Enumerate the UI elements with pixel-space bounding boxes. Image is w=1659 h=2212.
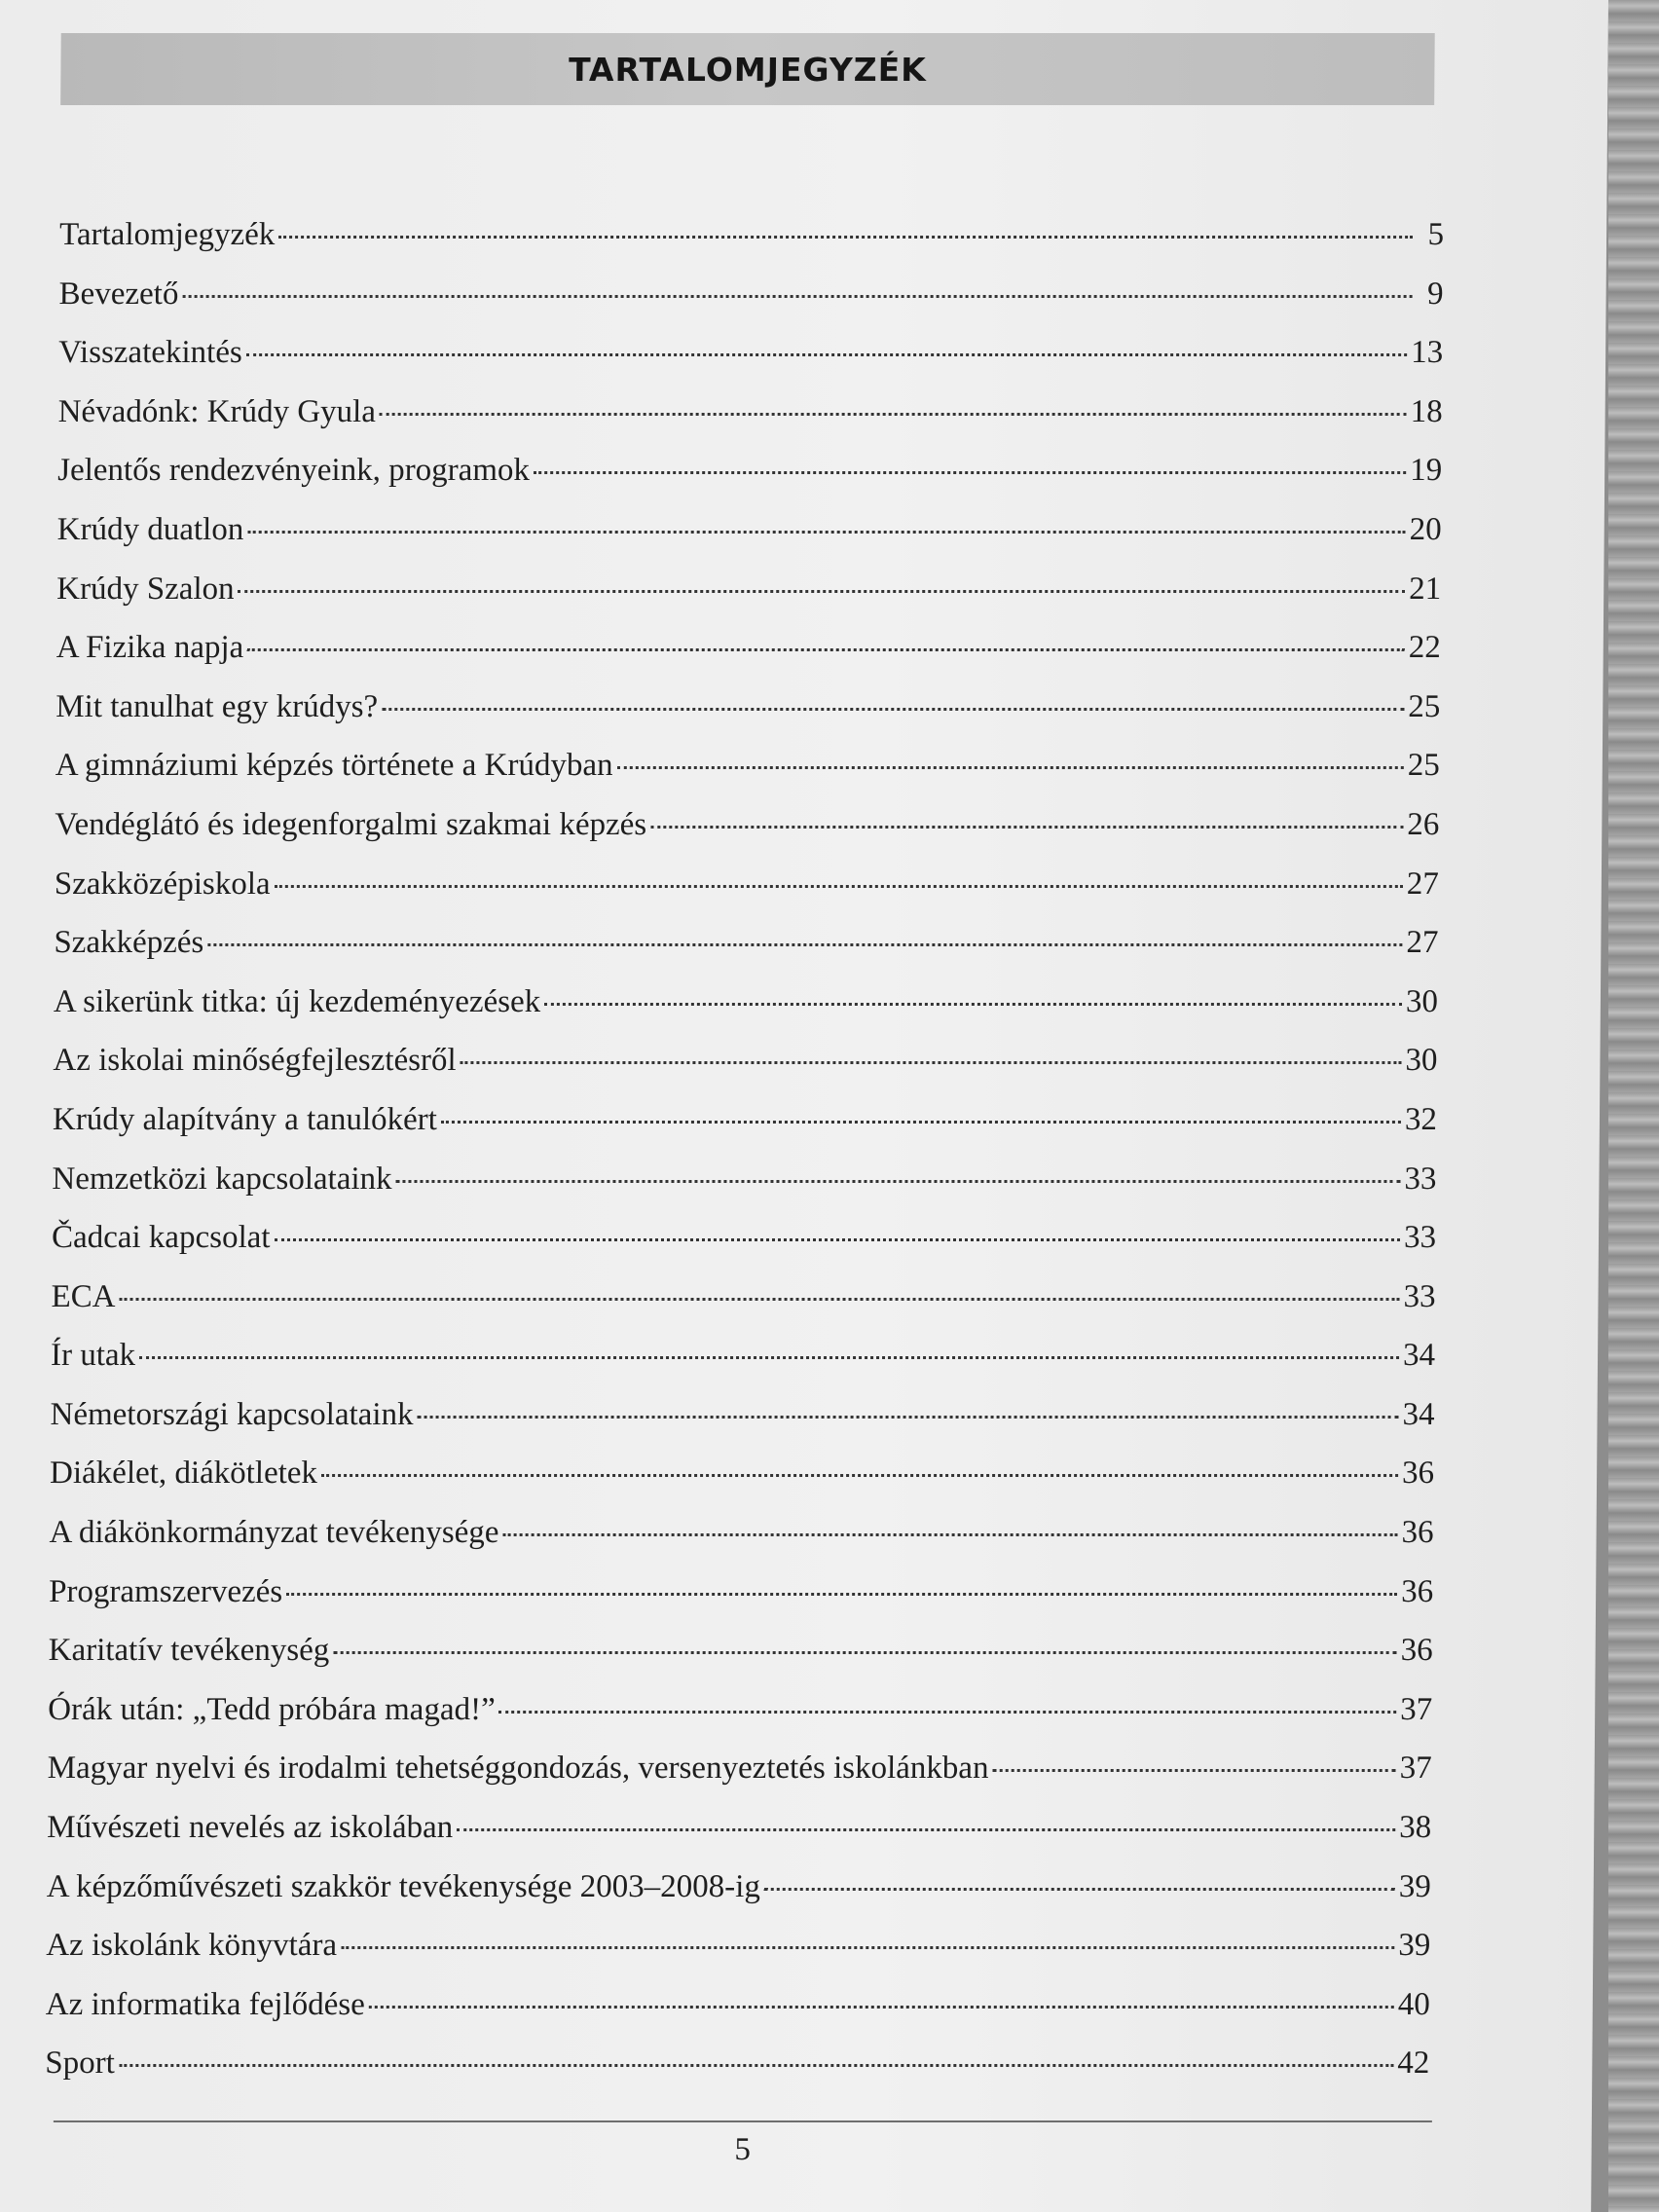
toc-dot-leader [499,1711,1397,1714]
toc-entry [56,560,1441,619]
toc-entry-title: Krúdy alapítvány a tanulókért [52,1101,438,1137]
toc-entry-page: 39 [1398,1868,1431,1904]
toc-entry [53,1090,1437,1150]
page-title: TARTALOMJEGYZÉK [568,50,927,89]
toc-entry [55,795,1439,855]
toc-entry-title: Čadcai kapcsolat [51,1220,271,1256]
toc-entry [57,383,1442,442]
toc-entry [59,205,1444,265]
toc-entry [47,1798,1431,1858]
toc-entry-title: Ír utak [50,1338,136,1374]
toc-entry-title: ECA [51,1278,116,1314]
toc-dot-leader [333,1651,1396,1654]
toc-entry-title: Az informatika fejlődése [45,1986,366,2022]
toc-dot-leader [119,2064,1394,2067]
toc-entry [58,265,1443,324]
toc-dot-leader [275,885,1403,888]
toc-entry-title: Karitatív tevékenység [48,1633,330,1669]
toc-entry-title: Szakközépiskola [54,866,271,902]
toc-entry-page: 25 [1407,748,1440,784]
toc-entry-page: 36 [1400,1633,1433,1669]
toc-entry-title: Az iskolánk könyvtára [46,1928,338,1964]
toc-entry-title: Magyar nyelvi és irodalmi tehetséggondozás, versenyeztetés iskolánkban [47,1751,989,1787]
toc-dot-leader [286,1593,1397,1596]
toc-entry [58,323,1443,383]
toc-entry-page: 36 [1401,1456,1435,1492]
page-number: 5 [734,2132,752,2167]
toc-entry-title: A gimnáziumi képzés története a Krúdyban [55,748,613,784]
toc-entry-page: 36 [1401,1573,1434,1609]
toc-entry-page: 30 [1405,983,1439,1019]
toc-entry [54,913,1438,973]
toc-entry-page: 33 [1404,1161,1437,1197]
toc-entry [49,1503,1433,1563]
toc-dot-leader [441,1121,1401,1124]
toc-entry-page: 20 [1409,511,1442,547]
toc-dot-leader [396,1180,1401,1183]
toc-entry [51,1326,1435,1385]
toc-entry-page: 38 [1399,1810,1432,1846]
toc-dot-leader [544,1003,1402,1006]
toc-entry [57,441,1442,500]
header-bar [60,33,1435,105]
toc-entry-page: 26 [1407,806,1440,842]
toc-entry [55,855,1439,914]
toc-entry-page: 33 [1403,1220,1437,1256]
toc-dot-leader [380,413,1407,416]
toc-entry [45,2034,1429,2093]
toc-entry-title: Bevezető [58,276,179,312]
toc-entry-page: 25 [1408,688,1441,724]
toc-entry [48,1621,1432,1680]
toc-entry-page: 40 [1397,1986,1430,2022]
toc-dot-leader [139,1356,1399,1359]
toc-entry-page: 22 [1408,630,1441,666]
toc-entry [53,1031,1437,1090]
toc-dot-leader [278,236,1413,239]
toc-entry [55,678,1440,737]
toc-entry [47,1739,1431,1798]
toc-entry [55,736,1440,795]
toc-dot-leader [502,1533,1397,1536]
toc-entry [48,1680,1432,1740]
toc-dot-leader [207,943,1402,946]
toc-entry-title: Az iskolai minőségfejlesztésről [53,1043,457,1079]
toc-dot-leader [341,1946,1394,1949]
toc-dot-leader [369,2006,1394,2009]
toc-entry-page: 27 [1406,925,1439,961]
toc-dot-leader [764,1888,1395,1891]
toc-dot-leader [534,471,1406,474]
toc-entry-page: 32 [1404,1101,1438,1137]
toc-entry-title: Diákélet, diákötletek [49,1456,318,1492]
toc-entry-page: 30 [1405,1043,1438,1079]
toc-entry-page: 13 [1411,335,1444,371]
toc-entry-page: 42 [1397,2046,1430,2082]
toc-entry-title: Krúdy duatlon [56,511,244,547]
toc-dot-leader [120,1298,1400,1301]
toc-entry-title: Nemzetközi kapcsolataink [52,1161,392,1197]
toc-entry-page: 34 [1402,1396,1435,1432]
toc-entry [56,618,1441,678]
toc-entry-title: A diákönkormányzat tevékenysége [49,1515,499,1551]
toc-dot-leader [182,295,1412,298]
toc-dot-leader [457,1828,1395,1831]
toc-entry-page: 9 [1426,276,1444,312]
toc-entry-title: Órák után: „Tedd próbára magad!” [48,1691,496,1727]
toc-dot-leader [382,708,1404,711]
toc-entry-page: 37 [1400,1691,1433,1727]
toc-entry-title: Programszervezés [49,1573,283,1609]
toc-entry-title: Visszatekintés [58,335,242,371]
toc-dot-leader [274,1238,1400,1241]
toc-entry [49,1563,1433,1622]
toc-entry-page: 39 [1398,1928,1431,1964]
toc-entry-title: A sikerünk titka: új kezdeményezések [53,983,541,1019]
toc-entry [46,1975,1430,2035]
toc-entry-page: 19 [1410,453,1443,489]
toc-entry-page: 37 [1399,1751,1432,1787]
toc-entry-title: Szakképzés [54,925,204,961]
toc-dot-leader [239,590,1406,593]
toc-entry-title: Tartalomjegyzék [58,217,276,252]
toc-entry-page: 5 [1427,217,1445,252]
footer-divider [54,2120,1432,2122]
toc-dot-leader [246,353,1407,356]
toc-entry-page: 21 [1409,571,1442,607]
toc-entry [47,1858,1431,1917]
toc-entry-title: Németországi kapcsolataink [50,1396,414,1432]
toc-entry-title: Jelentős rendezvényeink, programok [57,453,531,489]
toc-entry-title: Sport [45,2046,116,2082]
toc-entry-title: Vendéglátó és idegenforgalmi szakmai képzés [55,806,647,842]
toc-entry-page: 27 [1406,866,1440,902]
toc-entry [46,1916,1430,1975]
toc-entry [50,1444,1434,1503]
toc-entry-title: A képzőművészeti szakkör tevékenysége 2003–2008-ig [46,1868,761,1904]
toc-entry-page: 33 [1403,1278,1436,1314]
toc-dot-leader [992,1769,1395,1772]
toc-dot-leader [247,648,1405,651]
toc-dot-leader [247,531,1405,534]
toc-dot-leader [461,1061,1402,1064]
toc-dot-leader [650,826,1403,829]
toc-entry-title: Művészeti nevelés az iskolában [47,1810,454,1846]
toc-entry [56,500,1441,560]
toc-dot-leader [321,1474,1398,1477]
toc-entry [51,1268,1435,1327]
toc-entry-title: Krúdy Szalon [56,571,235,607]
toc-entry-page: 18 [1410,393,1443,429]
toc-dot-leader [617,766,1404,769]
toc-entry [54,973,1438,1032]
toc-dot-leader [418,1416,1399,1419]
toc-entry [50,1385,1434,1445]
table-of-contents [45,205,1444,2093]
book-spine-edge [1608,0,1659,2212]
toc-entry-title: Mit tanulhat egy krúdys? [55,688,379,724]
toc-entry-title: Névadónk: Krúdy Gyula [57,393,377,429]
toc-entry [52,1208,1436,1268]
toc-entry [52,1150,1436,1209]
toc-entry-page: 36 [1401,1515,1434,1551]
toc-entry-page: 34 [1402,1338,1436,1374]
toc-entry-title: A Fizika napja [55,630,244,666]
